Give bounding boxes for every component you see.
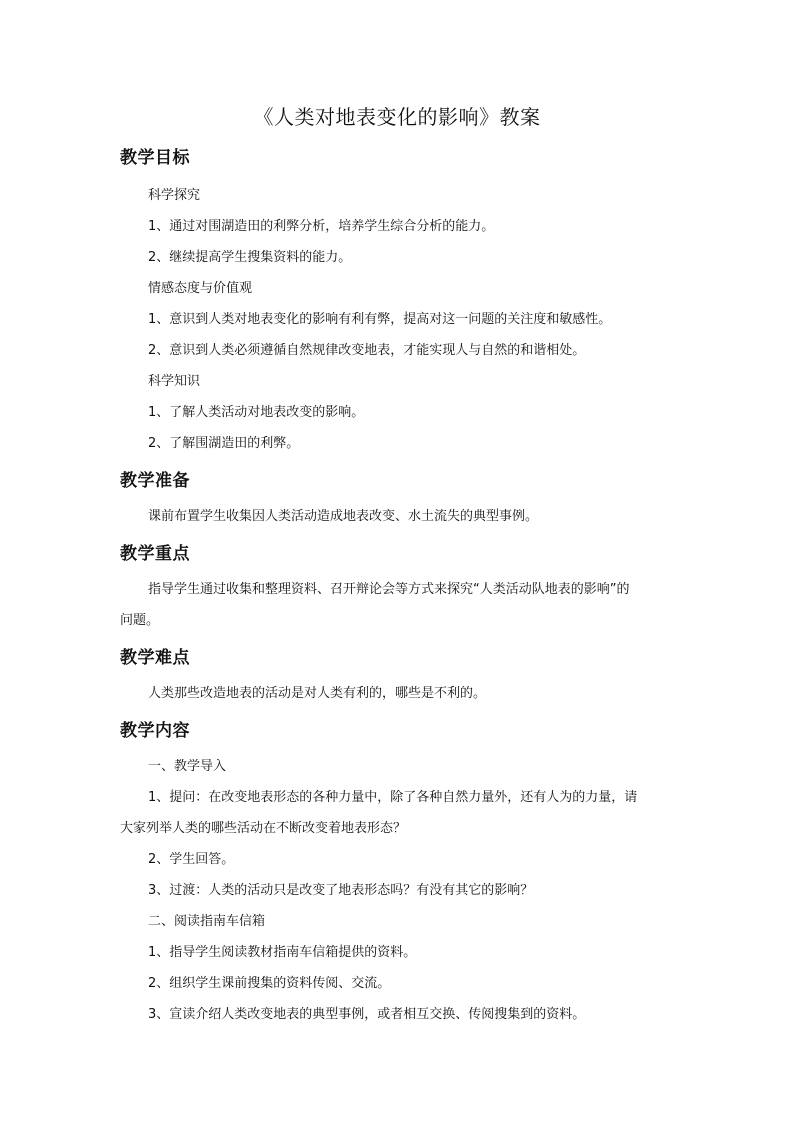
goals-line: 2、了解围湖造田的利弊。 [148, 436, 300, 451]
key-points-line: 指导学生通过收集和整理资料、召开辩论会等方式来探究“人类活动队地表的影响”的 [148, 582, 630, 597]
difficulties-line: 人类那些改造地表的活动是对人类有利的，哪些是不利的。 [148, 686, 487, 701]
section-heading-key-points: 教学重点 [120, 544, 190, 564]
goals-line: 科学探究 [148, 188, 201, 203]
section-heading-preparation: 教学准备 [120, 471, 190, 491]
goals-line: 2、继续提高学生搜集资料的能力。 [148, 250, 352, 265]
section-heading-goals: 教学目标 [120, 148, 190, 168]
content-line: 2、组织学生课前搜集的资料传阅、交流。 [148, 976, 391, 991]
content-line: 2、学生回答。 [148, 852, 235, 867]
content-line: 1、提问：在改变地表形态的各种力量中，除了各种自然力量外，还有人为的力量，请 [148, 790, 638, 805]
preparation-line: 课前布置学生收集因人类活动造成地表改变、水土流失的典型事例。 [148, 509, 539, 524]
goals-line: 1、了解人类活动对地表改变的影响。 [148, 405, 365, 420]
section-heading-content: 教学内容 [120, 721, 190, 741]
content-line: 3、过渡：人类的活动只是改变了地表形态吗？有没有其它的影响？ [148, 883, 534, 898]
goals-line: 科学知识 [148, 374, 201, 389]
content-line: 二、阅读指南车信箱 [148, 914, 266, 929]
content-line: 3、宣读介绍人类改变地表的典型事例，或者相互交换、传阅搜集到的资料。 [148, 1007, 586, 1022]
key-points-line: 问题。 [120, 613, 160, 628]
goals-line: 2、意识到人类必须遵循自然规律改变地表，才能实现人与自然的和谐相处。 [148, 343, 586, 358]
content-line: 大家列举人类的哪些活动在不断改变着地表形态？ [120, 821, 407, 836]
section-heading-difficulties: 教学难点 [120, 648, 190, 668]
goals-line: 情感态度与价值观 [148, 281, 253, 296]
goals-line: 1、意识到人类对地表变化的影响有利有弊，提高对这一问题的关注度和敏感性。 [148, 312, 612, 327]
content-line: 1、指导学生阅读教材指南车信箱提供的资料。 [148, 945, 417, 960]
goals-line: 1、通过对围湖造田的利弊分析，培养学生综合分析的能力。 [148, 219, 495, 234]
content-line: 一、教学导入 [148, 759, 227, 774]
document-title: 《人类对地表变化的影响》教案 [253, 105, 541, 129]
